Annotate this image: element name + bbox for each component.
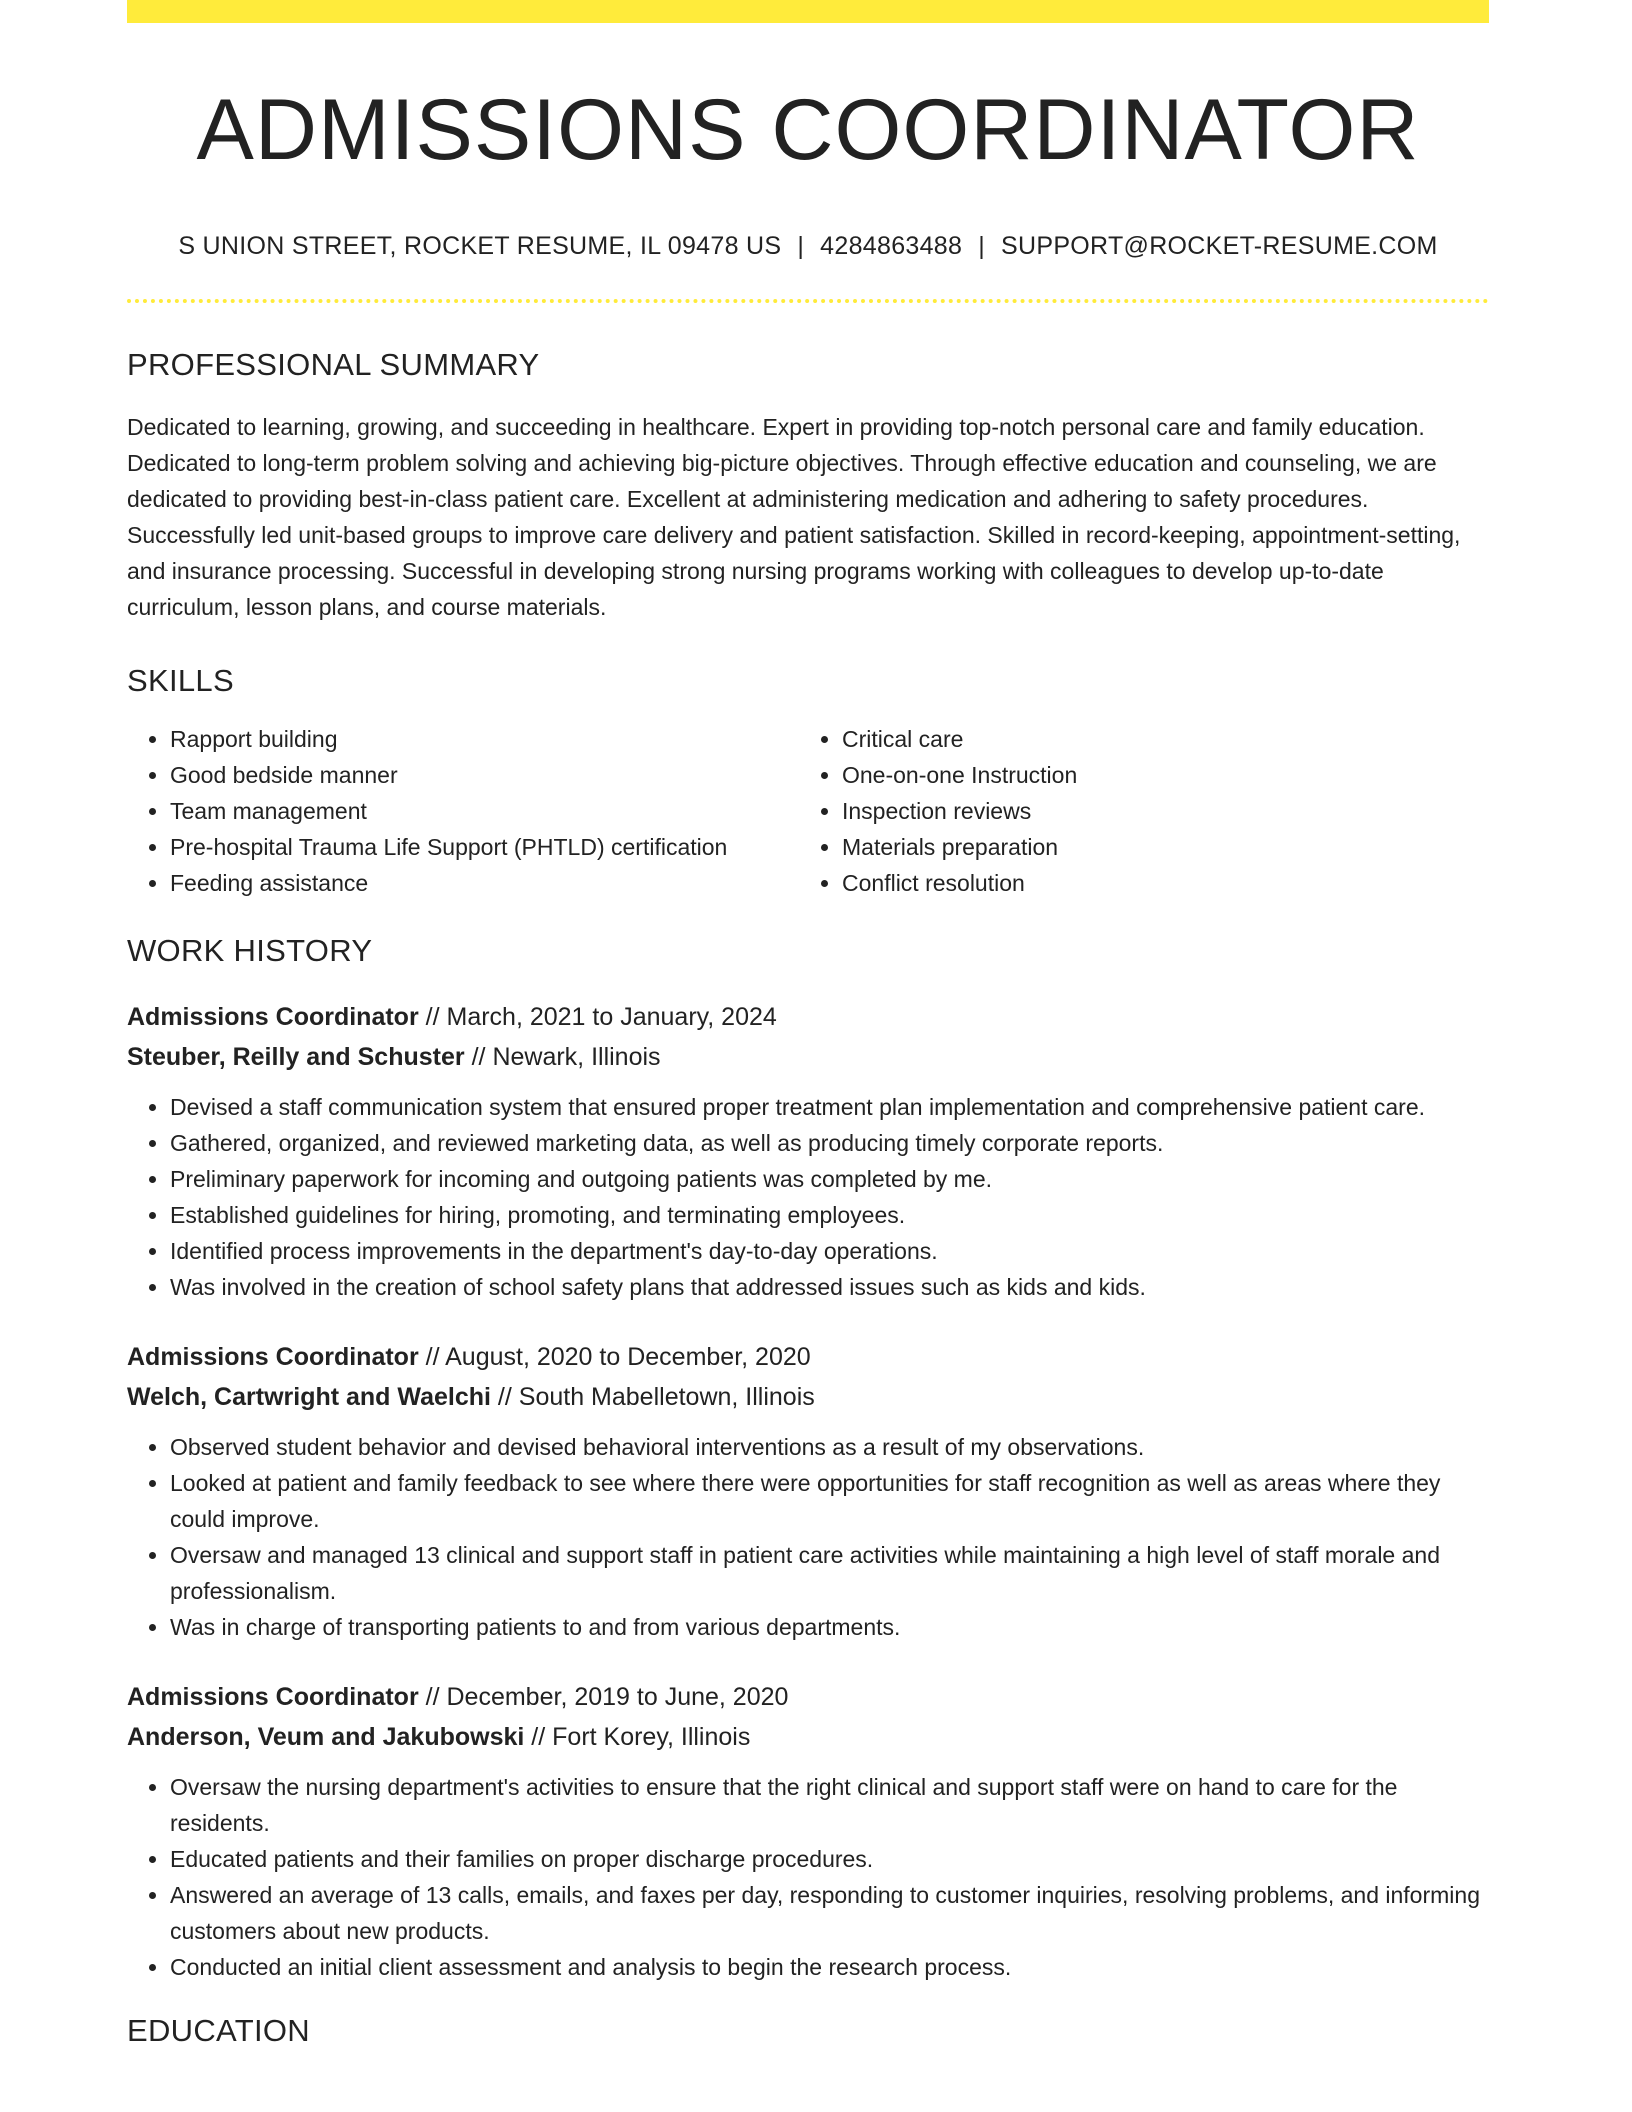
job-position: Admissions Coordinator — [127, 1682, 419, 1711]
skill-item: • Good bedside manner — [170, 757, 799, 793]
job-location: Newark, Illinois — [492, 1042, 661, 1071]
job-entry — [127, 997, 1489, 1305]
job-company: Anderson, Veum and Jakubowski — [127, 1722, 525, 1751]
skill-item: • Inspection reviews — [842, 793, 1442, 829]
job-title-line — [127, 997, 1489, 1037]
job-bullet: • Oversaw and managed 13 clinical and support staff in patient care activities while maintaining a high level of staff morale and professionalism. — [170, 1537, 1489, 1609]
contact-separator: | — [797, 231, 805, 260]
summary-text: Dedicated to learning, growing, and succeeding in healthcare. Expert in providing top-notch personal care and family education. Dedicated to long-term problem solving and achieving big-picture objectives. Through effective education and counseling, we are dedicated to providing best-in-class patient care. Excellent at administering medication and adhering to safety procedures. Successfully led unit-based groups to improve care delivery and patient satisfaction. Skilled in record-keeping, appointment-setting, and insurance processing. Successful in developing strong nursing programs working with colleagues to develop up-to-date curriculum, lesson plans, and course materials. — [127, 413, 1461, 620]
job-location: South Mabelletown, Illinois — [518, 1382, 815, 1411]
contact-separator: | — [978, 231, 986, 260]
skill-item: • Team management — [170, 793, 799, 829]
date-separator: // — [531, 1722, 546, 1751]
resume-page — [127, 0, 1489, 2049]
education-heading: EDUCATION — [127, 2012, 310, 2048]
candidate-title: ADMISSIONS COORDINATOR — [196, 82, 1420, 178]
skills-heading: SKILLS — [127, 662, 234, 698]
job-bullet: • Oversaw the nursing department's activities to ensure that the right clinical and support staff were on hand to care for the residents. — [170, 1769, 1489, 1841]
skills-grid — [127, 721, 1489, 901]
job-entry — [127, 1677, 1489, 1985]
job-bullet: • Was in charge of transporting patients to and from various departments. — [170, 1609, 1489, 1645]
job-bullet: • Educated patients and their families on proper discharge procedures. — [170, 1841, 1489, 1877]
skill-item: • Pre-hospital Trauma Life Support (PHTLD) certification — [170, 829, 799, 865]
skills-list-left — [127, 721, 799, 901]
date-separator: // — [425, 1682, 440, 1711]
date-separator: // — [471, 1042, 486, 1071]
job-title-line — [127, 1337, 1489, 1377]
contact-phone: 4284863488 — [820, 231, 963, 260]
job-bullet: • Devised a staff communication system that ensured proper treatment plan implementation and comprehensive patient care. — [170, 1089, 1489, 1125]
job-company: Welch, Cartwright and Waelchi — [127, 1382, 491, 1411]
job-location: Fort Korey, Illinois — [552, 1722, 751, 1751]
skill-item: • One-on-one Instruction — [842, 757, 1442, 793]
job-bullet: • Conducted an initial client assessment and analysis to begin the research process. — [170, 1949, 1489, 1985]
job-company: Steuber, Reilly and Schuster — [127, 1042, 465, 1071]
job-bullet: • Looked at patient and family feedback to see where there were opportunities for staff recognition as well as areas where they could improve. — [170, 1465, 1489, 1537]
skill-item: • Materials preparation — [842, 829, 1442, 865]
job-entry — [127, 1337, 1489, 1645]
work-history-heading: WORK HISTORY — [127, 932, 373, 968]
summary-heading: PROFESSIONAL SUMMARY — [127, 346, 540, 382]
job-bullet: • Established guidelines for hiring, promoting, and terminating employees. — [170, 1197, 1489, 1233]
date-separator: // — [425, 1002, 440, 1031]
contact-email: SUPPORT@ROCKET-RESUME.COM — [1001, 231, 1438, 260]
job-bullets — [127, 1429, 1489, 1645]
job-bullet: • Gathered, organized, and reviewed marketing data, as well as producing timely corporate reports. — [170, 1125, 1489, 1161]
job-position: Admissions Coordinator — [127, 1342, 419, 1371]
skill-item: • Conflict resolution — [842, 865, 1442, 901]
job-position: Admissions Coordinator — [127, 1002, 419, 1031]
job-company-line — [127, 1037, 1489, 1077]
skill-item: • Critical care — [842, 721, 1442, 757]
skills-list-right — [799, 721, 1442, 901]
contact-line — [127, 232, 1489, 261]
job-bullet: • Was involved in the creation of school safety plans that addressed issues such as kids and kids. — [170, 1269, 1489, 1305]
job-bullet: • Preliminary paperwork for incoming and outgoing patients was completed by me. — [170, 1161, 1489, 1197]
skill-item: • Feeding assistance — [170, 865, 799, 901]
job-dates: August, 2020 to December, 2020 — [445, 1342, 811, 1371]
dotted-divider — [127, 299, 1489, 303]
job-company-line — [127, 1377, 1489, 1417]
date-separator: // — [497, 1382, 512, 1411]
job-bullets — [127, 1769, 1489, 1985]
job-bullet: • Answered an average of 13 calls, emails, and faxes per day, responding to customer inquiries, resolving problems, and informing customers about new products. — [170, 1877, 1489, 1949]
job-company-line — [127, 1717, 1489, 1757]
date-separator: // — [425, 1342, 440, 1371]
job-dates: December, 2019 to June, 2020 — [446, 1682, 789, 1711]
contact-address: S UNION STREET, ROCKET RESUME, IL 09478 US — [178, 231, 782, 260]
job-bullet: • Identified process improvements in the department's day-to-day operations. — [170, 1233, 1489, 1269]
accent-top-bar — [127, 0, 1489, 23]
skill-item: • Rapport building — [170, 721, 799, 757]
job-bullets — [127, 1089, 1489, 1305]
job-bullet: • Observed student behavior and devised behavioral interventions as a result of my observations. — [170, 1429, 1489, 1465]
job-title-line — [127, 1677, 1489, 1717]
job-dates: March, 2021 to January, 2024 — [446, 1002, 777, 1031]
